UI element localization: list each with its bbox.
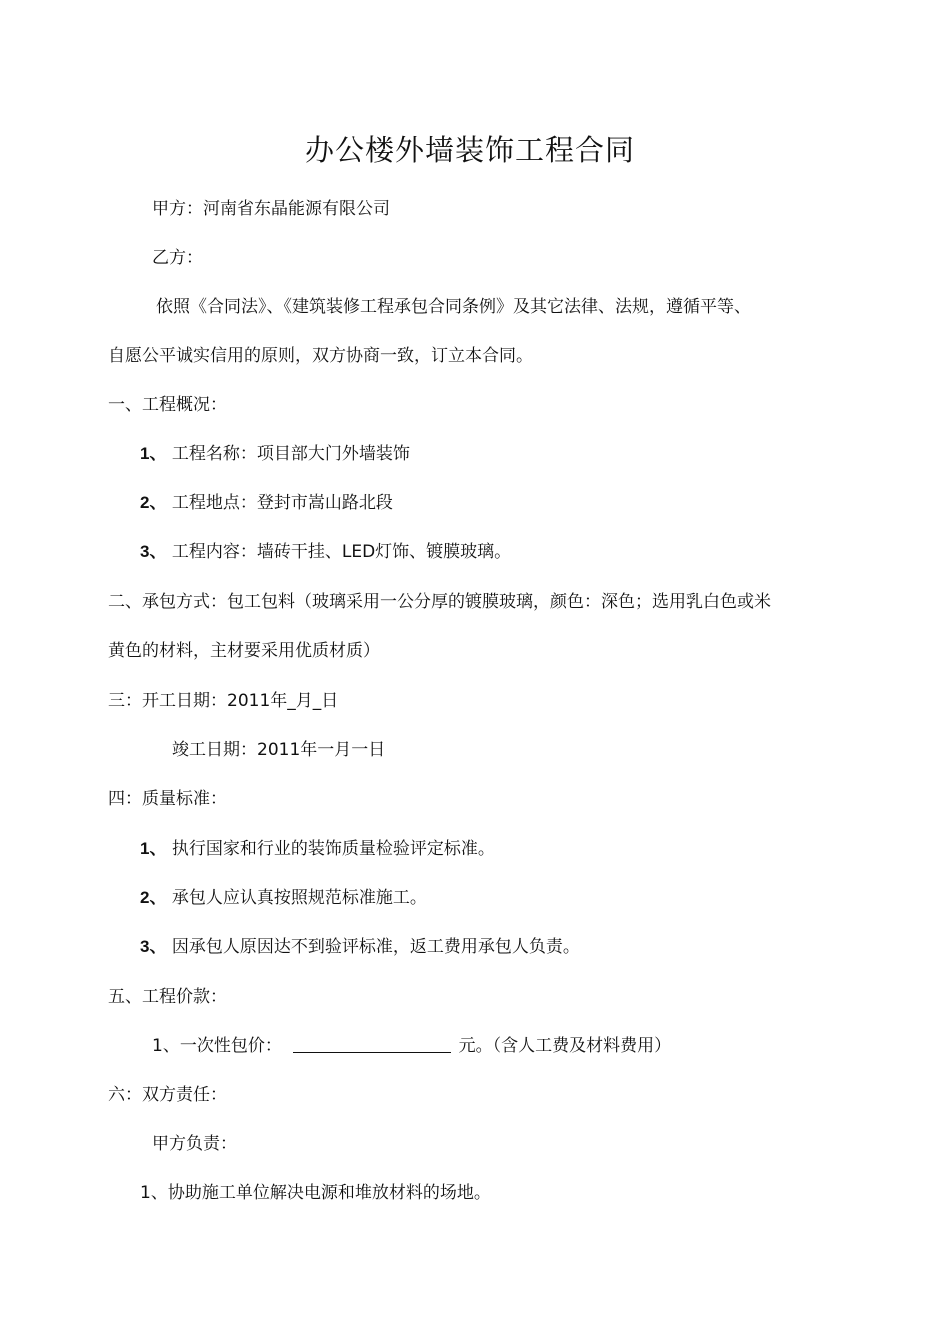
price-suffix: 元。（含人工费及材料费用） bbox=[458, 1036, 672, 1056]
item-text: 因承包人原因达不到验评标准，返工费用承包人负责。 bbox=[171, 937, 580, 957]
price-label: 1、一次性包价： bbox=[152, 1036, 282, 1056]
section-3-end-date: 竣工日期：2011年一月一日 bbox=[172, 740, 386, 760]
intro-line-1: 依照《合同法》、《建筑装修工程承包合同条例》及其它法律、法规，遵循平等、 bbox=[156, 297, 751, 317]
section-1-item bbox=[140, 442, 410, 466]
item-text: 承包人应认真按照规范标准施工。 bbox=[171, 888, 427, 908]
section-4-item bbox=[140, 837, 495, 861]
item-text: 工程名称：项目部大门外墙装饰 bbox=[171, 444, 410, 464]
section-1-heading: 一、工程概况： bbox=[108, 395, 227, 415]
item-number: 1、 bbox=[140, 839, 167, 858]
item-number: 2、 bbox=[140, 493, 167, 512]
section-4-heading: 四：质量标准： bbox=[108, 789, 227, 809]
item-text: 工程内容：墙砖干挂、LED灯饰、镀膜玻璃。 bbox=[171, 542, 512, 562]
item-text: 工程地点：登封市嵩山路北段 bbox=[171, 493, 393, 513]
section-1-item bbox=[140, 491, 393, 515]
section-5-item bbox=[152, 1034, 671, 1058]
price-blank-field bbox=[293, 1034, 451, 1053]
section-2-line-1: 二、承包方式：包工包料（玻璃采用一公分厚的镀膜玻璃，颜色：深色；选用乳白色或米 bbox=[108, 592, 771, 612]
item-number: 1、 bbox=[140, 444, 167, 463]
section-5-heading: 五、工程价款： bbox=[108, 987, 227, 1007]
section-4-item bbox=[140, 935, 580, 959]
item-number: 2、 bbox=[140, 888, 167, 907]
section-6-heading: 六：双方责任： bbox=[108, 1085, 227, 1105]
item-number: 3、 bbox=[140, 937, 167, 956]
page-title: 办公楼外墙装饰工程合同 bbox=[304, 133, 635, 167]
section-6-item: 1、协助施工单位解决电源和堆放材料的场地。 bbox=[140, 1183, 491, 1203]
section-2-line-2: 黄色的材料，主材要采用优质材质） bbox=[108, 641, 380, 661]
party-a: 甲方：河南省东晶能源有限公司 bbox=[152, 199, 390, 219]
section-4-item bbox=[140, 886, 427, 910]
party-b: 乙方： bbox=[152, 248, 203, 268]
section-1-item bbox=[140, 540, 511, 564]
section-3-start-date: 三：开工日期：2011年_月_日 bbox=[108, 691, 339, 711]
item-number: 3、 bbox=[140, 542, 167, 561]
intro-line-2: 自愿公平诚实信用的原则，双方协商一致，订立本合同。 bbox=[108, 346, 533, 366]
item-text: 执行国家和行业的装饰质量检验评定标准。 bbox=[171, 839, 495, 859]
section-6-subheading: 甲方负责： bbox=[152, 1134, 237, 1154]
